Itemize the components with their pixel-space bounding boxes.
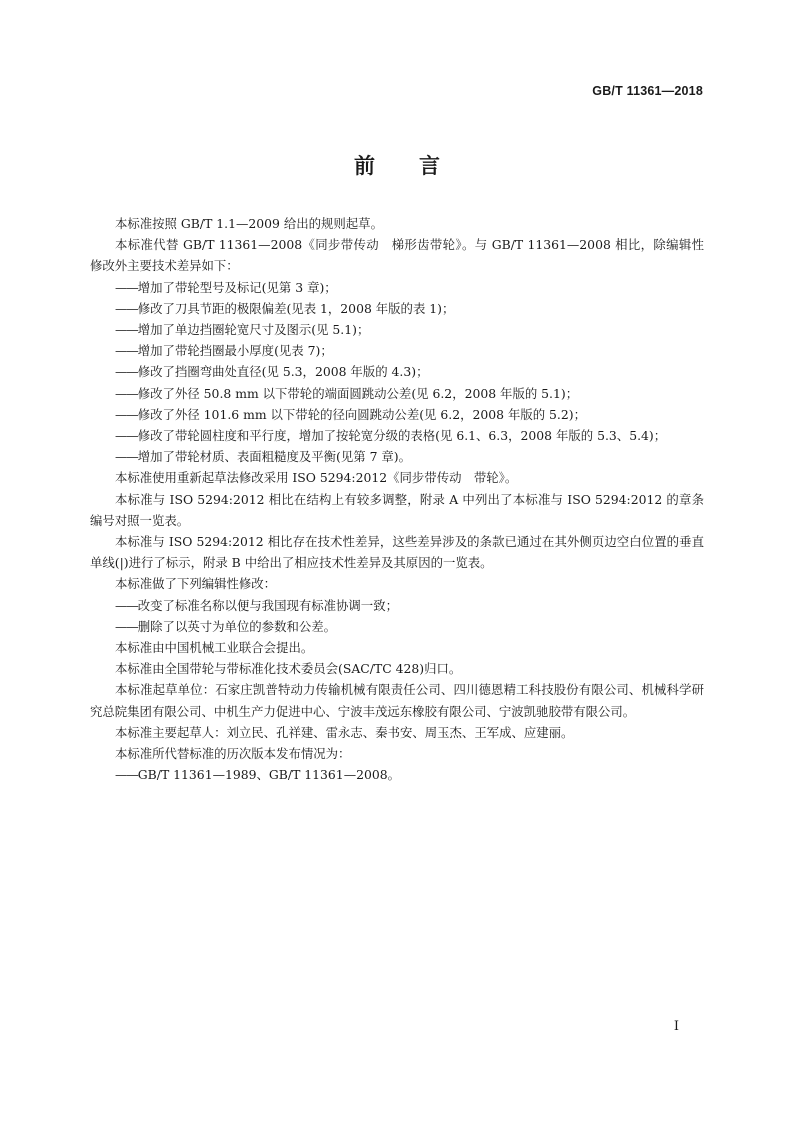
- dash-mark: ——: [115, 343, 138, 359]
- paragraph-technical-differences: 本标准与 ISO 5294:2012 相比存在技术性差异，这些差异涉及的条款已通过在其外侧页边空白位置的垂直单线(|)进行了标示，附录 B 中给出了相应技术性差异及其原因的一览表。: [90, 534, 704, 571]
- dash-mark: ——: [115, 385, 138, 401]
- dash-mark: ——: [115, 300, 138, 316]
- dash-mark: ——: [115, 428, 138, 444]
- paragraph-replaces: 本标准代替 GB/T 11361—2008《同步带传动 梯形齿带轮》。与 GB/T 11361—2008 相比，除编辑性修改外主要技术差异如下：: [90, 237, 704, 274]
- paragraph-editorial-intro: 本标准做了下列编辑性修改：: [115, 576, 277, 592]
- change-text: 修改了外径 50.8 mm 以下带轮的端面圆跳动公差(见 6.2，2008 年版的 5.1)；: [137, 385, 579, 401]
- change-item: [90, 298, 704, 319]
- change-text: 修改了外径 101.6 mm 以下带轮的径向圆跳动公差(见 6.2，2008 年版的 5.2)；: [137, 406, 586, 422]
- page-number: I: [673, 1019, 679, 1034]
- dash-mark: ——: [115, 279, 138, 295]
- change-item: [90, 446, 704, 467]
- change-item: [90, 361, 704, 382]
- dash-mark: ——: [115, 406, 138, 422]
- dash-mark: ——: [115, 364, 138, 380]
- change-text: 增加了单边挡圈轮宽尺寸及图示(见 5.1)；: [137, 322, 370, 338]
- paragraph-structure: 本标准与 ISO 5294:2012 相比在结构上有较多调整，附录 A 中列出了本标准与 ISO 5294:2012 的章条编号对照一览表。: [90, 491, 704, 528]
- change-item: [90, 425, 704, 446]
- change-text: 修改了挡圈弯曲处直径(见 5.3，2008 年版的 4.3)；: [137, 364, 429, 380]
- paragraph-adoption: 本标准使用重新起草法修改采用 ISO 5294:2012《同步带传动 带轮》。: [115, 470, 518, 486]
- change-item: [90, 383, 704, 404]
- preface-body: [90, 213, 704, 785]
- change-item: [90, 277, 704, 298]
- edit-text: 删除了以英寸为单位的参数和公差。: [137, 618, 337, 634]
- history-item: [90, 764, 704, 785]
- change-text: 增加了带轮型号及标记(见第 3 章)；: [137, 279, 337, 295]
- standard-code: GB/T 11361—2018: [592, 84, 703, 98]
- edit-item: [90, 595, 704, 616]
- change-text: 增加了带轮材质、表面粗糙度及平衡(见第 7 章)。: [137, 449, 412, 465]
- dash-mark: ——: [115, 322, 138, 338]
- paragraph-history-intro: 本标准所代替标准的历次版本发布情况为：: [115, 746, 351, 762]
- change-item: [90, 404, 704, 425]
- paragraph-drafters: 本标准主要起草人：刘立民、孔祥建、雷永志、秦书安、周玉杰、王军成、应建丽。: [115, 724, 574, 740]
- change-item: [90, 340, 704, 361]
- change-text: 增加了带轮挡圈最小厚度(见表 7)；: [137, 343, 333, 359]
- change-text: 修改了带轮圆柱度和平行度，增加了按轮宽分级的表格(见 6.1、6.3，2008 年版的 5.3、5.4)；: [137, 428, 667, 444]
- dash-mark: ——: [115, 618, 138, 634]
- paragraph-drafting-rules: 本标准按照 GB/T 1.1—2009 给出的规则起草。: [115, 216, 383, 231]
- edit-item: [90, 616, 704, 637]
- history-text: GB/T 11361—1989、GB/T 11361—2008。: [137, 767, 401, 783]
- page-title: 前言: [354, 154, 484, 178]
- dash-mark: ——: [115, 597, 138, 613]
- paragraph-proposed-by: 本标准由中国机械工业联合会提出。: [115, 640, 314, 656]
- dash-mark: ——: [115, 767, 138, 783]
- paragraph-centralized-by: 本标准由全国带轮与带标准化技术委员会(SAC/TC 428)归口。: [115, 661, 462, 677]
- edit-text: 改变了标准名称以便与我国现有标准协调一致；: [137, 597, 398, 613]
- change-text: 修改了刀具节距的极限偏差(见表 1，2008 年版的表 1)；: [137, 300, 455, 316]
- paragraph-drafting-units: 本标准起草单位：石家庄凯普特动力传输机械有限责任公司、四川德恩精工科技股份有限公司、机械科学研究总院集团有限公司、中机生产力促进中心、宁波丰茂远东橡胶有限公司、宁波凯驰胶带有限公司。: [90, 682, 704, 719]
- change-item: [90, 319, 704, 340]
- dash-mark: ——: [115, 449, 138, 465]
